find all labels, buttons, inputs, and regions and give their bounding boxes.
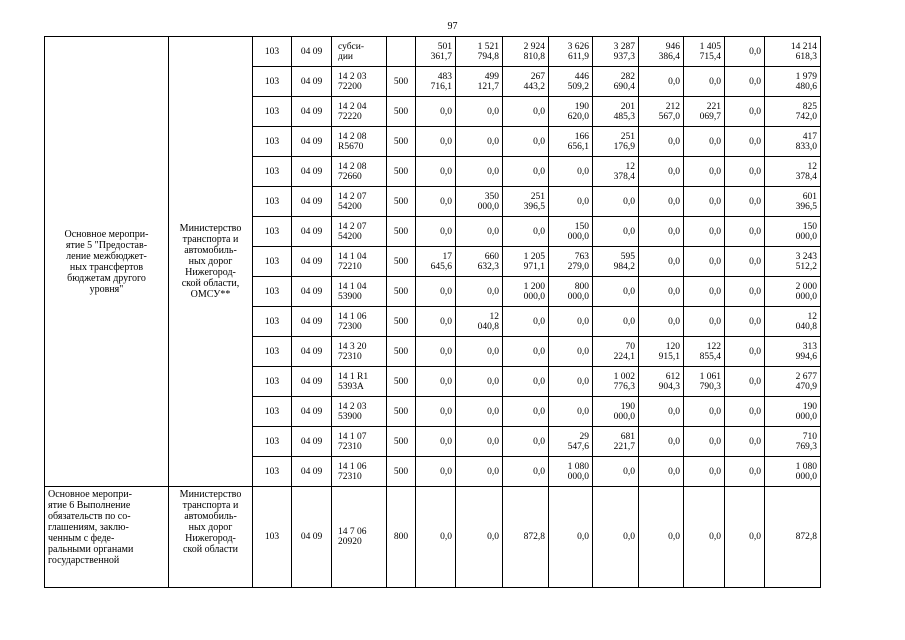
section-cell: 04 09 xyxy=(292,367,332,397)
year8-cell: 0,0 xyxy=(725,97,765,127)
total-cell: 313 994,6 xyxy=(765,337,821,367)
year5-cell: 201 485,3 xyxy=(593,97,639,127)
grbs-cell: 103 xyxy=(253,487,292,588)
year7-cell: 1 061 790,3 xyxy=(684,367,725,397)
year2-cell: 0,0 xyxy=(456,367,503,397)
year7-cell: 0,0 xyxy=(684,487,725,588)
grbs-cell: 103 xyxy=(253,367,292,397)
year5-cell: 0,0 xyxy=(593,187,639,217)
table-row xyxy=(45,487,821,588)
year6-cell: 0,0 xyxy=(639,487,684,588)
section-cell: 04 09 xyxy=(292,67,332,97)
year6-cell: 212 567,0 xyxy=(639,97,684,127)
budget-table xyxy=(44,36,821,588)
year1-cell: 483 716,1 xyxy=(416,67,456,97)
target-article-cell: 14 2 07 54200 xyxy=(332,187,387,217)
executor-6-cell: Министерство транспорта и автомобиль- ных дорог Нижегород- ской области xyxy=(169,487,253,588)
total-cell: 1 080 000,0 xyxy=(765,457,821,487)
expense-type-cell: 500 xyxy=(387,367,416,397)
year2-cell: 0,0 xyxy=(456,97,503,127)
target-article-cell: 14 1 07 72310 xyxy=(332,427,387,457)
target-article-cell: 14 2 03 72200 xyxy=(332,67,387,97)
section-cell: 04 09 xyxy=(292,157,332,187)
year7-cell: 0,0 xyxy=(684,157,725,187)
activity-5-cell: Основное меропри- ятие 5 "Предостав- ление межбюджет- ных трансфертов бюджетам другого уровня" xyxy=(45,37,169,487)
year2-cell: 0,0 xyxy=(456,457,503,487)
year2-cell: 12 040,8 xyxy=(456,307,503,337)
year6-cell: 120 915,1 xyxy=(639,337,684,367)
year3-cell: 251 396,5 xyxy=(503,187,549,217)
year1-cell: 0,0 xyxy=(416,157,456,187)
year8-cell: 0,0 xyxy=(725,217,765,247)
year2-cell: 0,0 xyxy=(456,487,503,588)
year4-cell: 3 626 611,9 xyxy=(549,37,593,67)
year8-cell: 0,0 xyxy=(725,457,765,487)
grbs-cell: 103 xyxy=(253,277,292,307)
section-cell: 04 09 xyxy=(292,397,332,427)
section-cell: 04 09 xyxy=(292,247,332,277)
year4-cell: 0,0 xyxy=(549,487,593,588)
total-cell: 3 243 512,2 xyxy=(765,247,821,277)
year2-cell: 0,0 xyxy=(456,217,503,247)
target-article-cell: 14 2 03 53900 xyxy=(332,397,387,427)
year4-cell: 0,0 xyxy=(549,157,593,187)
year8-cell: 0,0 xyxy=(725,397,765,427)
year6-cell: 0,0 xyxy=(639,67,684,97)
target-article-cell: 14 2 04 72220 xyxy=(332,97,387,127)
table-body xyxy=(45,37,821,588)
year7-cell: 0,0 xyxy=(684,127,725,157)
year2-cell: 1 521 794,8 xyxy=(456,37,503,67)
year3-cell: 1 205 971,1 xyxy=(503,247,549,277)
expense-type-cell: 500 xyxy=(387,427,416,457)
total-cell: 417 833,0 xyxy=(765,127,821,157)
year6-cell: 0,0 xyxy=(639,187,684,217)
year4-cell: 800 000,0 xyxy=(549,277,593,307)
target-article-cell: 14 1 R1 5393A xyxy=(332,367,387,397)
total-cell: 825 742,0 xyxy=(765,97,821,127)
total-cell: 2 677 470,9 xyxy=(765,367,821,397)
year4-cell: 0,0 xyxy=(549,307,593,337)
grbs-cell: 103 xyxy=(253,307,292,337)
year3-cell: 0,0 xyxy=(503,457,549,487)
expense-type-cell: 500 xyxy=(387,277,416,307)
year6-cell: 0,0 xyxy=(639,247,684,277)
expense-type-cell xyxy=(387,37,416,67)
year1-cell: 0,0 xyxy=(416,397,456,427)
grbs-cell: 103 xyxy=(253,127,292,157)
year3-cell: 0,0 xyxy=(503,217,549,247)
year2-cell: 499 121,7 xyxy=(456,67,503,97)
year3-cell: 0,0 xyxy=(503,427,549,457)
year2-cell: 0,0 xyxy=(456,127,503,157)
section-cell: 04 09 xyxy=(292,187,332,217)
year2-cell: 0,0 xyxy=(456,277,503,307)
grbs-cell: 103 xyxy=(253,157,292,187)
grbs-cell: 103 xyxy=(253,457,292,487)
grbs-cell: 103 xyxy=(253,97,292,127)
year1-cell: 0,0 xyxy=(416,127,456,157)
year1-cell: 0,0 xyxy=(416,97,456,127)
year5-cell: 12 378,4 xyxy=(593,157,639,187)
year8-cell: 0,0 xyxy=(725,187,765,217)
year3-cell: 0,0 xyxy=(503,97,549,127)
year1-cell: 0,0 xyxy=(416,307,456,337)
total-cell: 1 979 480,6 xyxy=(765,67,821,97)
year7-cell: 0,0 xyxy=(684,247,725,277)
year1-cell: 0,0 xyxy=(416,427,456,457)
grbs-cell: 103 xyxy=(253,67,292,97)
year2-cell: 0,0 xyxy=(456,157,503,187)
year1-cell: 0,0 xyxy=(416,367,456,397)
year6-cell: 0,0 xyxy=(639,397,684,427)
year5-cell: 681 221,7 xyxy=(593,427,639,457)
total-cell: 14 214 618,3 xyxy=(765,37,821,67)
section-cell: 04 09 xyxy=(292,127,332,157)
expense-type-cell: 500 xyxy=(387,67,416,97)
year4-cell: 763 279,0 xyxy=(549,247,593,277)
year5-cell: 0,0 xyxy=(593,487,639,588)
activity-6-cell: Основное меропри- ятие 6 Выполнение обязательств по со- глашениям, заклю- ченным с феде- ральными органами государственной xyxy=(45,487,169,588)
year6-cell: 612 904,3 xyxy=(639,367,684,397)
year8-cell: 0,0 xyxy=(725,67,765,97)
grbs-cell: 103 xyxy=(253,217,292,247)
target-article-cell: субси- дии xyxy=(332,37,387,67)
year2-cell: 0,0 xyxy=(456,337,503,367)
year8-cell: 0,0 xyxy=(725,247,765,277)
year7-cell: 0,0 xyxy=(684,457,725,487)
year6-cell: 0,0 xyxy=(639,277,684,307)
year1-cell: 0,0 xyxy=(416,487,456,588)
year7-cell: 0,0 xyxy=(684,187,725,217)
expense-type-cell: 500 xyxy=(387,397,416,427)
year5-cell: 0,0 xyxy=(593,457,639,487)
year1-cell: 0,0 xyxy=(416,217,456,247)
year3-cell: 0,0 xyxy=(503,127,549,157)
year8-cell: 0,0 xyxy=(725,487,765,588)
year3-cell: 0,0 xyxy=(503,337,549,367)
year2-cell: 0,0 xyxy=(456,427,503,457)
year7-cell: 0,0 xyxy=(684,217,725,247)
expense-type-cell: 500 xyxy=(387,247,416,277)
year6-cell: 946 386,4 xyxy=(639,37,684,67)
year4-cell: 0,0 xyxy=(549,367,593,397)
expense-type-cell: 500 xyxy=(387,187,416,217)
year4-cell: 0,0 xyxy=(549,187,593,217)
expense-type-cell: 500 xyxy=(387,457,416,487)
year1-cell: 17 645,6 xyxy=(416,247,456,277)
year4-cell: 1 080 000,0 xyxy=(549,457,593,487)
target-article-cell: 14 1 06 72300 xyxy=(332,307,387,337)
grbs-cell: 103 xyxy=(253,397,292,427)
section-cell: 04 09 xyxy=(292,427,332,457)
target-article-cell: 14 1 06 72310 xyxy=(332,457,387,487)
expense-type-cell: 500 xyxy=(387,127,416,157)
section-cell: 04 09 xyxy=(292,37,332,67)
year5-cell: 282 690,4 xyxy=(593,67,639,97)
year5-cell: 3 287 937,3 xyxy=(593,37,639,67)
year4-cell: 150 000,0 xyxy=(549,217,593,247)
year3-cell: 267 443,2 xyxy=(503,67,549,97)
section-cell: 04 09 xyxy=(292,277,332,307)
section-cell: 04 09 xyxy=(292,97,332,127)
year7-cell: 1 405 715,4 xyxy=(684,37,725,67)
year2-cell: 660 632,3 xyxy=(456,247,503,277)
year5-cell: 1 002 776,3 xyxy=(593,367,639,397)
year4-cell: 0,0 xyxy=(549,397,593,427)
target-article-cell: 14 2 08 72660 xyxy=(332,157,387,187)
year8-cell: 0,0 xyxy=(725,427,765,457)
year4-cell: 166 656,1 xyxy=(549,127,593,157)
grbs-cell: 103 xyxy=(253,187,292,217)
section-cell: 04 09 xyxy=(292,217,332,247)
year2-cell: 0,0 xyxy=(456,397,503,427)
year1-cell: 0,0 xyxy=(416,337,456,367)
year8-cell: 0,0 xyxy=(725,37,765,67)
year2-cell: 350 000,0 xyxy=(456,187,503,217)
year4-cell: 190 620,0 xyxy=(549,97,593,127)
expense-type-cell: 500 xyxy=(387,337,416,367)
year5-cell: 0,0 xyxy=(593,307,639,337)
year7-cell: 122 855,4 xyxy=(684,337,725,367)
year7-cell: 0,0 xyxy=(684,67,725,97)
year7-cell: 221 069,7 xyxy=(684,97,725,127)
target-article-cell: 14 3 20 72310 xyxy=(332,337,387,367)
grbs-cell: 103 xyxy=(253,247,292,277)
total-cell: 872,8 xyxy=(765,487,821,588)
year3-cell: 872,8 xyxy=(503,487,549,588)
section-cell: 04 09 xyxy=(292,457,332,487)
table-row xyxy=(45,37,821,67)
expense-type-cell: 500 xyxy=(387,157,416,187)
year3-cell: 0,0 xyxy=(503,397,549,427)
target-article-cell: 14 2 07 54200 xyxy=(332,217,387,247)
total-cell: 12 040,8 xyxy=(765,307,821,337)
total-cell: 601 396,5 xyxy=(765,187,821,217)
target-article-cell: 14 1 04 53900 xyxy=(332,277,387,307)
year3-cell: 1 200 000,0 xyxy=(503,277,549,307)
grbs-cell: 103 xyxy=(253,37,292,67)
page-number: 97 xyxy=(447,21,458,32)
year1-cell: 501 361,7 xyxy=(416,37,456,67)
year8-cell: 0,0 xyxy=(725,307,765,337)
year6-cell: 0,0 xyxy=(639,307,684,337)
target-article-cell: 14 7 06 20920 xyxy=(332,487,387,588)
year4-cell: 446 509,2 xyxy=(549,67,593,97)
year7-cell: 0,0 xyxy=(684,427,725,457)
year6-cell: 0,0 xyxy=(639,127,684,157)
year6-cell: 0,0 xyxy=(639,217,684,247)
year3-cell: 0,0 xyxy=(503,367,549,397)
year5-cell: 0,0 xyxy=(593,277,639,307)
target-article-cell: 14 2 08 R5670 xyxy=(332,127,387,157)
expense-type-cell: 500 xyxy=(387,307,416,337)
year8-cell: 0,0 xyxy=(725,157,765,187)
total-cell: 12 378,4 xyxy=(765,157,821,187)
year1-cell: 0,0 xyxy=(416,457,456,487)
total-cell: 150 000,0 xyxy=(765,217,821,247)
year7-cell: 0,0 xyxy=(684,397,725,427)
year7-cell: 0,0 xyxy=(684,307,725,337)
year8-cell: 0,0 xyxy=(725,367,765,397)
year8-cell: 0,0 xyxy=(725,277,765,307)
year4-cell: 29 547,6 xyxy=(549,427,593,457)
section-cell: 04 09 xyxy=(292,307,332,337)
year8-cell: 0,0 xyxy=(725,337,765,367)
year5-cell: 0,0 xyxy=(593,217,639,247)
year3-cell: 0,0 xyxy=(503,307,549,337)
grbs-cell: 103 xyxy=(253,337,292,367)
year8-cell: 0,0 xyxy=(725,127,765,157)
section-cell: 04 09 xyxy=(292,337,332,367)
expense-type-cell: 500 xyxy=(387,97,416,127)
section-cell: 04 09 xyxy=(292,487,332,588)
year1-cell: 0,0 xyxy=(416,187,456,217)
year6-cell: 0,0 xyxy=(639,427,684,457)
expense-type-cell: 500 xyxy=(387,217,416,247)
year5-cell: 595 984,2 xyxy=(593,247,639,277)
year1-cell: 0,0 xyxy=(416,277,456,307)
total-cell: 710 769,3 xyxy=(765,427,821,457)
year6-cell: 0,0 xyxy=(639,157,684,187)
year7-cell: 0,0 xyxy=(684,277,725,307)
grbs-cell: 103 xyxy=(253,427,292,457)
year3-cell: 0,0 xyxy=(503,157,549,187)
year6-cell: 0,0 xyxy=(639,457,684,487)
year5-cell: 251 176,9 xyxy=(593,127,639,157)
target-article-cell: 14 1 04 72210 xyxy=(332,247,387,277)
year5-cell: 190 000,0 xyxy=(593,397,639,427)
year5-cell: 70 224,1 xyxy=(593,337,639,367)
expense-type-cell: 800 xyxy=(387,487,416,588)
total-cell: 2 000 000,0 xyxy=(765,277,821,307)
year4-cell: 0,0 xyxy=(549,337,593,367)
total-cell: 190 000,0 xyxy=(765,397,821,427)
year3-cell: 2 924 810,8 xyxy=(503,37,549,67)
executor-5-cell: Министерство транспорта и автомобиль- ных дорог Нижегород- ской области, ОМСУ** xyxy=(169,37,253,487)
